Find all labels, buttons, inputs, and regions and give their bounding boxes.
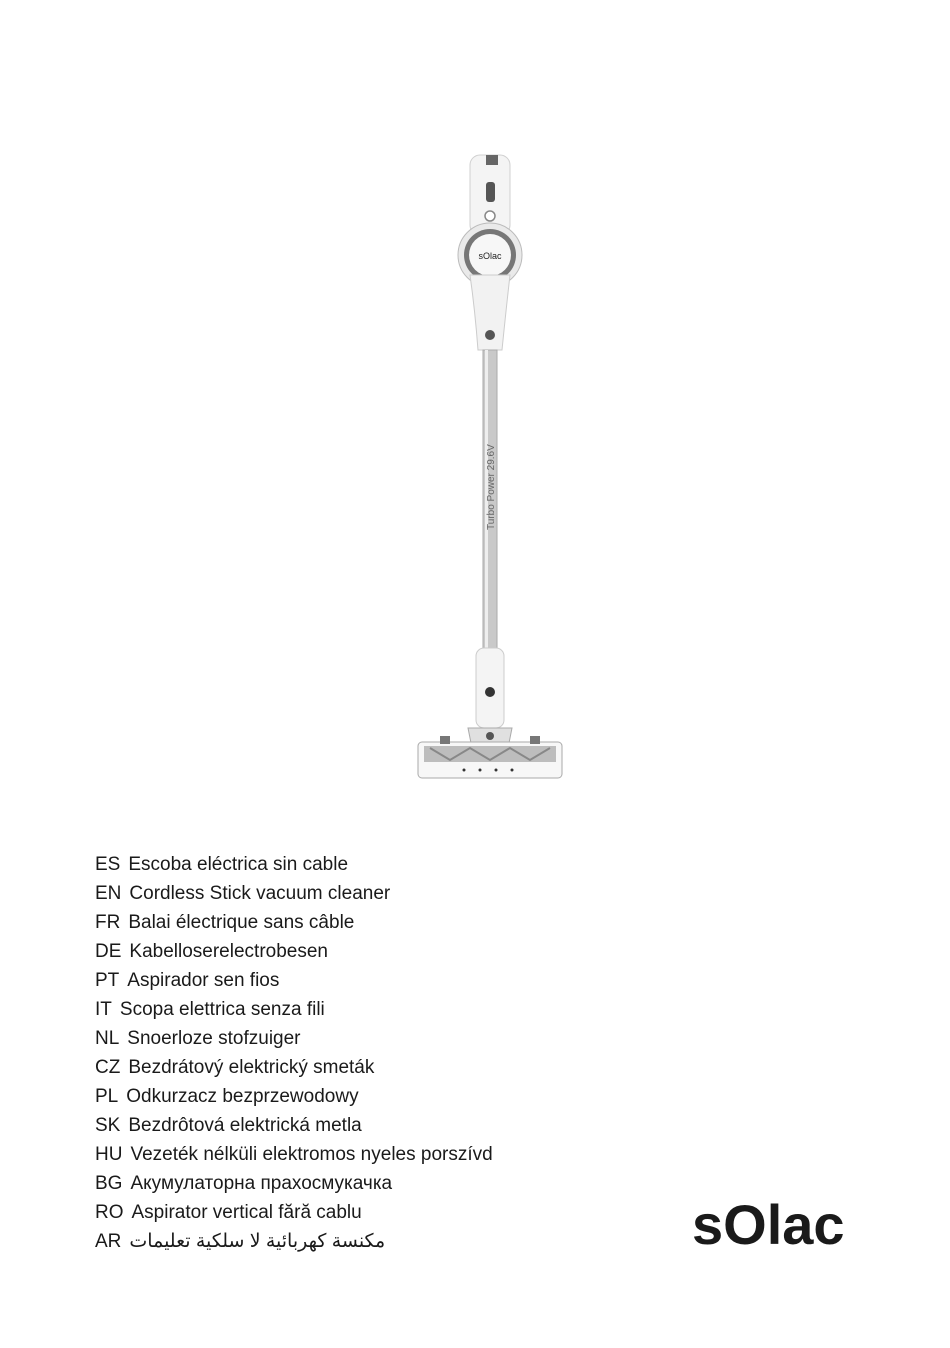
- language-row-pl: [95, 1082, 493, 1111]
- language-row-hu: [95, 1140, 493, 1169]
- language-row-de: [95, 937, 493, 966]
- language-row-ro: [95, 1198, 493, 1227]
- language-row-sk: [95, 1111, 493, 1140]
- language-code: IT: [95, 999, 112, 1020]
- vacuum-illustration: [410, 150, 570, 790]
- language-row-it: [95, 995, 493, 1024]
- language-code: NL: [95, 1028, 120, 1049]
- language-code: SK: [95, 1115, 121, 1136]
- language-title: Escoba eléctrica sin cable: [128, 854, 349, 875]
- language-row-ar: [95, 1227, 493, 1256]
- tube-label: Turbo Power 29.6V: [486, 444, 497, 530]
- language-title: Odkurzacz bezprzewodowy: [126, 1086, 359, 1107]
- language-title: Kabelloserelectrobesen: [129, 941, 328, 962]
- language-row-en: [95, 879, 493, 908]
- language-code: PL: [95, 1086, 119, 1107]
- language-title: Bezdrôtová elektrická metla: [128, 1115, 362, 1136]
- language-code: FR: [95, 912, 121, 933]
- solac-logo: [690, 1192, 860, 1256]
- language-code: DE: [95, 941, 122, 962]
- language-row-pt: [95, 966, 493, 995]
- language-title-list: [95, 850, 493, 1256]
- language-row-cz: [95, 1053, 493, 1082]
- language-row-es: [95, 850, 493, 879]
- language-code: CZ: [95, 1057, 121, 1078]
- language-code: BG: [95, 1173, 123, 1194]
- language-title: Snoerloze stofzuiger: [127, 1028, 301, 1049]
- language-row-nl: [95, 1024, 493, 1053]
- language-code: HU: [95, 1144, 123, 1165]
- language-title: Bezdrátový elektrický smeták: [128, 1057, 375, 1078]
- language-title: Vezeték nélküli elektromos nyeles porszívd: [130, 1144, 493, 1165]
- language-code: EN: [95, 883, 122, 904]
- device-logo-text: sOlac: [478, 251, 502, 261]
- language-title: Акумулаторна прахосмукачка: [130, 1173, 393, 1194]
- brand-logo-text: sOlac: [692, 1193, 845, 1256]
- language-title: Aspirator vertical fără cablu: [131, 1202, 362, 1223]
- language-title: Balai électrique sans câble: [128, 912, 355, 933]
- language-title: Cordless Stick vacuum cleaner: [129, 883, 391, 904]
- language-row-fr: [95, 908, 493, 937]
- language-row-bg: [95, 1169, 493, 1198]
- language-code: PT: [95, 970, 120, 991]
- language-title: Scopa elettrica senza fili: [119, 999, 325, 1020]
- language-title: مكنسة كهربائية لا سلكية تعليمات: [129, 1231, 386, 1252]
- language-code: AR: [95, 1231, 122, 1252]
- language-title: Aspirador sen fios: [127, 970, 280, 991]
- language-code: RO: [95, 1202, 124, 1223]
- language-code: ES: [95, 854, 121, 875]
